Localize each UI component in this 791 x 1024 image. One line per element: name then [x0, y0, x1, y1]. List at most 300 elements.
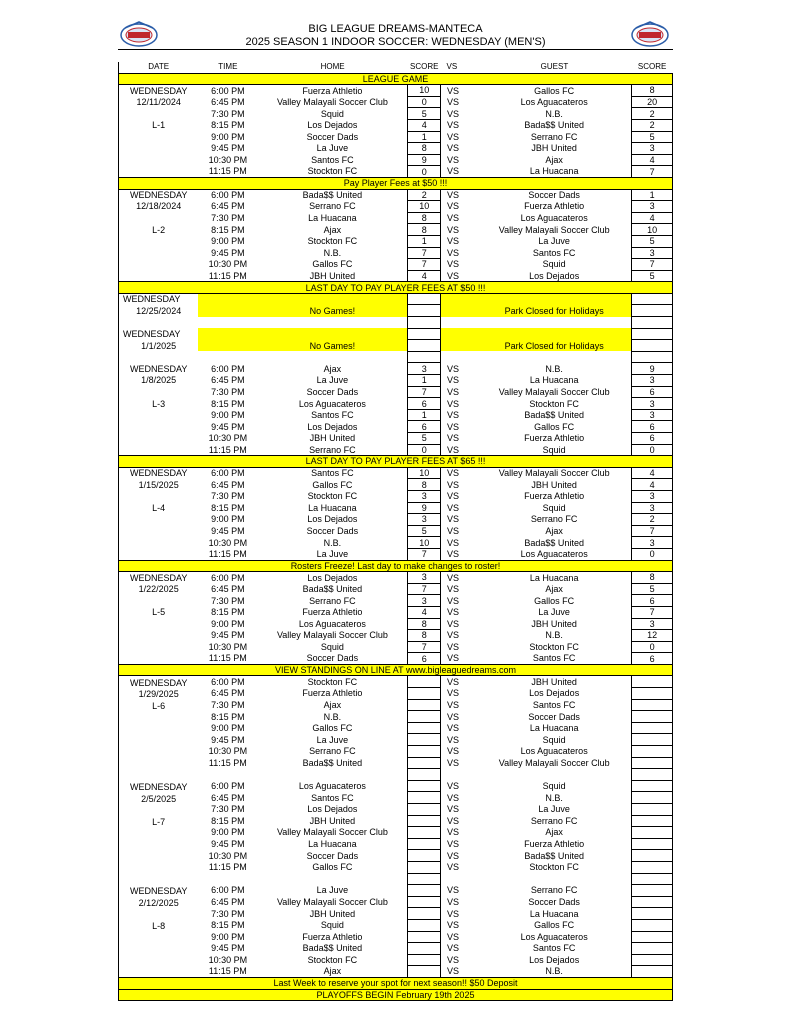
- closed-week-row: [119, 293, 673, 305]
- guest-score: 5: [632, 270, 673, 282]
- guest-score: 6: [632, 421, 673, 433]
- time-cell: 10:30 PM: [208, 746, 248, 757]
- guest-team: Santos FC: [532, 247, 576, 258]
- vs-label: VS: [446, 618, 459, 629]
- guest-score: [632, 861, 673, 873]
- home-team: Los Dejados: [307, 514, 358, 525]
- game-row: [119, 363, 673, 375]
- home-team: JBH United: [309, 815, 356, 826]
- home-team: N.B.: [323, 537, 342, 548]
- time-cell: 10:30 PM: [208, 641, 248, 652]
- date-cell: [119, 838, 199, 850]
- vs-label: VS: [446, 479, 459, 490]
- time-cell: 9:45 PM: [211, 526, 245, 537]
- guest-team: La Huacana: [529, 166, 579, 177]
- guest-score: 4: [632, 467, 673, 479]
- game-row: [119, 966, 673, 978]
- guest-score: 3: [632, 375, 673, 387]
- col-header-time: TIME: [198, 62, 257, 73]
- time-cell: 7:30 PM: [211, 386, 245, 397]
- time-cell: 7:30 PM: [211, 108, 245, 119]
- guest-score: 12: [632, 630, 673, 642]
- game-row: [119, 247, 673, 259]
- home-team: Stockton FC: [307, 491, 358, 502]
- page-subtitle: 2025 SEASON 1 INDOOR SOCCER: WEDNESDAY (MEN'S): [245, 36, 546, 48]
- home-team: Ajax: [323, 699, 342, 710]
- guest-score: 7: [632, 525, 673, 537]
- guest-team: Bada$$ United: [524, 120, 584, 131]
- home-score: [408, 722, 441, 734]
- game-row: [119, 757, 673, 769]
- notice-banner: LAST DAY TO PAY PLAYER FEES AT $50 !!!: [119, 282, 673, 294]
- home-team: Fuerza Athletio: [302, 688, 363, 699]
- guest-score: [632, 757, 673, 769]
- vs-label: VS: [446, 166, 459, 177]
- game-row: [119, 131, 673, 143]
- vs-label: VS: [446, 224, 459, 235]
- date-cell: WEDNESDAY: [119, 363, 199, 375]
- game-row: [119, 514, 673, 526]
- home-score: [408, 966, 441, 978]
- date-cell: 12/18/2024: [119, 201, 199, 213]
- guest-team: Gallos FC: [534, 85, 575, 96]
- date-cell: 1/29/2025: [119, 688, 199, 700]
- home-team: La Juve: [316, 375, 349, 386]
- date-cell: [119, 131, 199, 143]
- home-score: [408, 305, 441, 317]
- spacer-row: [119, 873, 673, 885]
- home-team: [257, 873, 408, 885]
- time-cell: 9:45 PM: [211, 839, 245, 850]
- date-cell: 2/5/2025: [119, 792, 199, 804]
- home-team: Stockton FC: [307, 166, 358, 177]
- page-title: BIG LEAGUE DREAMS-MANTECA: [308, 23, 483, 35]
- guest-team: Los Aguacateros: [520, 746, 588, 757]
- time-cell: 7:30 PM: [211, 213, 245, 224]
- guest-team: Valley Malayali Soccer Club: [498, 468, 610, 479]
- game-row: [119, 433, 673, 445]
- game-row: [119, 490, 673, 502]
- game-row: [119, 606, 673, 618]
- home-score: [408, 780, 441, 792]
- vs-label: VS: [446, 746, 459, 757]
- home-team: La Huacana: [308, 839, 357, 850]
- closed-week-row: [119, 340, 673, 352]
- col-header-date: DATE: [119, 62, 199, 73]
- date-cell: [119, 850, 199, 862]
- time-cell: 9:00 PM: [211, 618, 245, 629]
- guest-score: [632, 305, 673, 317]
- date-cell: [119, 595, 199, 607]
- notice-banner: PLAYOFFS BEGIN February 19th 2025: [119, 989, 673, 1001]
- game-row: [119, 827, 673, 839]
- game-row: [119, 386, 673, 398]
- date-cell: [119, 757, 199, 769]
- vs-label: [440, 317, 477, 329]
- game-row: [119, 85, 673, 97]
- time-cell: 8:15 PM: [211, 502, 245, 513]
- guest-score: [632, 804, 673, 816]
- date-cell: [119, 317, 199, 329]
- date-weekday: WEDNESDAY: [119, 293, 199, 305]
- time-cell: [198, 328, 257, 340]
- guest-score: 5: [632, 131, 673, 143]
- guest-score: [632, 943, 673, 955]
- game-row: [119, 537, 673, 549]
- date-cell: L-3: [119, 398, 199, 410]
- guest-score: 8: [632, 572, 673, 584]
- home-team: La Juve: [316, 885, 349, 896]
- notice-banner-row: [119, 989, 673, 1001]
- guest-score: [632, 688, 673, 700]
- date-cell: [119, 514, 199, 526]
- home-score: 3: [408, 363, 441, 375]
- date-cell: L-4: [119, 502, 199, 514]
- vs-label: VS: [446, 526, 459, 537]
- col-header-home: HOME: [257, 62, 408, 73]
- guest-score: [632, 340, 673, 352]
- home-team: Fuerza Athletio: [302, 931, 363, 942]
- time-cell: [198, 305, 257, 317]
- game-row: [119, 734, 673, 746]
- home-score: 0: [408, 444, 441, 456]
- guest-team: [477, 328, 632, 340]
- home-score: 7: [408, 386, 441, 398]
- home-team: Bada$$ United: [302, 190, 363, 201]
- date-value: 12/25/2024: [119, 305, 199, 317]
- vs-label: VS: [446, 398, 459, 409]
- guest-team: Stockton FC: [529, 641, 579, 652]
- home-score: 0: [408, 96, 441, 108]
- vs-label: VS: [446, 908, 459, 919]
- game-row: [119, 722, 673, 734]
- guest-team: Gallos FC: [534, 920, 575, 931]
- time-cell: 8:15 PM: [211, 224, 245, 235]
- home-score: [408, 792, 441, 804]
- notice-banner-row: [119, 282, 673, 294]
- time-cell: 6:45 PM: [211, 688, 245, 699]
- vs-label: VS: [446, 723, 459, 734]
- home-score: [408, 699, 441, 711]
- game-row: [119, 467, 673, 479]
- guest-score: [632, 699, 673, 711]
- game-row: [119, 908, 673, 920]
- home-score: 8: [408, 143, 441, 155]
- vs-label: [440, 328, 477, 340]
- time-cell: 6:00 PM: [211, 781, 245, 792]
- col-header-home-score: SCORE: [409, 62, 439, 72]
- notice-banner-row: [119, 977, 673, 989]
- vs-label: VS: [446, 190, 459, 201]
- time-cell: [198, 293, 257, 305]
- vs-label: VS: [446, 792, 459, 803]
- guest-team: Valley Malayali Soccer Club: [498, 224, 610, 235]
- home-team: La Huacana: [308, 502, 357, 513]
- home-score: 6: [408, 653, 441, 665]
- guest-score: 7: [632, 166, 673, 178]
- vs-label: VS: [446, 920, 459, 931]
- guest-score: 3: [632, 409, 673, 421]
- vs-label: VS: [446, 955, 459, 966]
- game-row: [119, 711, 673, 723]
- time-cell: 6:45 PM: [211, 897, 245, 908]
- date-cell: [119, 166, 199, 178]
- game-row: [119, 815, 673, 827]
- date-cell: [119, 734, 199, 746]
- guest-score: 2: [632, 108, 673, 120]
- guest-score: 4: [632, 479, 673, 491]
- home-score: 3: [408, 595, 441, 607]
- vs-label: VS: [446, 85, 459, 96]
- guest-team: Valley Malayali Soccer Club: [498, 386, 610, 397]
- guest-team: Soccer Dads: [528, 711, 580, 722]
- vs-label: VS: [446, 270, 459, 281]
- guest-team: Soccer Dads: [528, 897, 580, 908]
- home-team: La Huacana: [308, 213, 357, 224]
- vs-label: [440, 873, 477, 885]
- time-cell: 10:30 PM: [208, 155, 248, 166]
- game-row: [119, 919, 673, 931]
- time-cell: 9:45 PM: [211, 247, 245, 258]
- home-team: Los Dejados: [307, 804, 358, 815]
- home-team: Squid: [320, 108, 344, 119]
- game-row: [119, 409, 673, 421]
- game-row: [119, 189, 673, 201]
- date-cell: [119, 212, 199, 224]
- guest-score: 3: [632, 201, 673, 213]
- home-score: 3: [408, 490, 441, 502]
- guest-score: [632, 792, 673, 804]
- vs-label: VS: [446, 607, 459, 618]
- home-team: JBH United: [309, 433, 356, 444]
- time-cell: 6:00 PM: [211, 468, 245, 479]
- time-cell: 11:15 PM: [208, 548, 247, 559]
- home-score: 9: [408, 154, 441, 166]
- date-cell: 2/12/2025: [119, 896, 199, 908]
- game-row: [119, 548, 673, 560]
- home-team: La Juve: [316, 548, 349, 559]
- vs-label: VS: [446, 468, 459, 479]
- game-row: [119, 595, 673, 607]
- guest-team: Bada$$ United: [524, 850, 584, 861]
- guest-score: 9: [632, 363, 673, 375]
- game-row: [119, 201, 673, 213]
- guest-team: N.B.: [545, 363, 563, 374]
- date-cell: [119, 908, 199, 920]
- game-row: [119, 618, 673, 630]
- home-score: 2: [408, 189, 441, 201]
- time-cell: 6:45 PM: [211, 375, 245, 386]
- vs-label: VS: [446, 653, 459, 664]
- time-cell: 9:00 PM: [211, 931, 245, 942]
- home-team: Soccer Dads: [306, 386, 359, 397]
- vs-label: VS: [446, 548, 459, 559]
- home-team: Los Dejados: [307, 572, 358, 583]
- time-cell: 6:45 PM: [211, 584, 245, 595]
- time-cell: 7:30 PM: [211, 908, 245, 919]
- home-score: [408, 931, 441, 943]
- guest-team: Squid: [542, 259, 566, 270]
- home-score: [408, 804, 441, 816]
- vs-label: VS: [446, 677, 459, 688]
- guest-score: 4: [632, 154, 673, 166]
- date-cell: WEDNESDAY: [119, 885, 199, 897]
- game-row: [119, 850, 673, 862]
- guest-score: 3: [632, 143, 673, 155]
- home-score: 1: [408, 235, 441, 247]
- vs-label: [440, 340, 477, 352]
- vs-label: VS: [446, 375, 459, 386]
- guest-team: Gallos FC: [534, 595, 575, 606]
- closed-week-row: [119, 305, 673, 317]
- guest-team: Soccer Dads: [528, 190, 580, 201]
- game-row: [119, 896, 673, 908]
- home-team: Santos FC: [311, 155, 354, 166]
- guest-score: 3: [632, 537, 673, 549]
- guest-score: 3: [632, 502, 673, 514]
- guest-score: 6: [632, 386, 673, 398]
- home-score: 7: [408, 259, 441, 271]
- date-cell: WEDNESDAY: [119, 467, 199, 479]
- home-team: Gallos FC: [312, 259, 353, 270]
- home-score: 5: [408, 108, 441, 120]
- date-cell: L-8: [119, 919, 199, 931]
- vs-label: VS: [446, 363, 459, 374]
- guest-team: [477, 317, 632, 329]
- vs-label: VS: [446, 259, 459, 270]
- home-team: [257, 293, 408, 305]
- guest-team: Los Aguacateros: [520, 97, 588, 108]
- vs-label: VS: [446, 410, 459, 421]
- home-team: N.B.: [323, 247, 342, 258]
- no-games-label: No Games!: [257, 340, 408, 352]
- guest-team: Ajax: [545, 827, 563, 838]
- home-score: [408, 815, 441, 827]
- home-score: 4: [408, 606, 441, 618]
- home-team: Los Aguacateros: [298, 781, 366, 792]
- guest-team: Santos FC: [532, 943, 576, 954]
- time-cell: 6:00 PM: [211, 85, 245, 96]
- notice-banner-row: [119, 177, 673, 189]
- time-cell: 7:30 PM: [211, 595, 245, 606]
- guest-team: Los Aguacateros: [520, 213, 588, 224]
- guest-team: Ajax: [545, 526, 563, 537]
- guest-score: 1: [632, 189, 673, 201]
- home-score: 8: [408, 212, 441, 224]
- guest-team: JBH United: [531, 143, 577, 154]
- home-score: 3: [408, 572, 441, 584]
- date-weekday: WEDNESDAY: [119, 328, 199, 340]
- vs-label: VS: [446, 433, 459, 444]
- notice-banner: Rosters Freeze! Last day to make changes to roster!: [119, 560, 673, 572]
- home-score: [408, 943, 441, 955]
- time-cell: 6:00 PM: [211, 363, 245, 374]
- vs-label: VS: [446, 885, 459, 896]
- guest-score: 2: [632, 514, 673, 526]
- vs-label: VS: [446, 143, 459, 154]
- vs-label: VS: [446, 444, 459, 455]
- time-cell: 11:15 PM: [208, 444, 247, 455]
- guest-score: 8: [632, 85, 673, 97]
- guest-team: JBH United: [531, 618, 577, 629]
- home-team: Valley Malayali Soccer Club: [276, 827, 388, 838]
- guest-team: Bada$$ United: [524, 537, 584, 548]
- vs-label: VS: [446, 108, 459, 119]
- guest-team: Gallos FC: [534, 421, 575, 432]
- guest-team: La Juve: [538, 236, 570, 247]
- home-team: Los Aguacateros: [298, 618, 366, 629]
- game-row: [119, 398, 673, 410]
- home-team: N.B.: [323, 711, 342, 722]
- vs-label: VS: [446, 201, 459, 212]
- guest-score: 10: [632, 224, 673, 236]
- date-cell: [119, 351, 199, 363]
- date-cell: [119, 873, 199, 885]
- home-team: La Juve: [316, 143, 349, 154]
- vs-label: VS: [446, 839, 459, 850]
- no-games-label: No Games!: [257, 305, 408, 317]
- time-cell: 6:45 PM: [211, 792, 245, 803]
- guest-score: 6: [632, 433, 673, 445]
- time-cell: 8:15 PM: [211, 815, 245, 826]
- guest-team: Los Dejados: [529, 270, 580, 281]
- guest-score: 5: [632, 583, 673, 595]
- home-team: Stockton FC: [307, 677, 358, 688]
- vs-label: VS: [446, 931, 459, 942]
- guest-team: Squid: [542, 444, 566, 455]
- vs-label: VS: [446, 688, 459, 699]
- date-cell: [119, 421, 199, 433]
- park-closed-label: Park Closed for Holidays: [477, 305, 632, 317]
- vs-label: VS: [446, 734, 459, 745]
- date-cell: [119, 270, 199, 282]
- home-team: [257, 328, 408, 340]
- time-cell: 8:15 PM: [211, 120, 245, 131]
- game-row: [119, 641, 673, 653]
- time-cell: 9:00 PM: [211, 131, 245, 142]
- date-cell: [119, 618, 199, 630]
- home-score: [408, 688, 441, 700]
- time-cell: 9:00 PM: [211, 236, 245, 247]
- home-team: Soccer Dads: [306, 526, 359, 537]
- game-row: [119, 804, 673, 816]
- time-cell: 7:30 PM: [211, 804, 245, 815]
- guest-score: 3: [632, 398, 673, 410]
- time-cell: 11:15 PM: [208, 653, 247, 664]
- guest-score: [632, 815, 673, 827]
- time-cell: 11:15 PM: [208, 862, 247, 873]
- home-team: Soccer Dads: [306, 850, 359, 861]
- home-team: Squid: [320, 641, 344, 652]
- vs-label: [440, 293, 477, 305]
- home-team: Ajax: [323, 966, 342, 977]
- guest-score: 3: [632, 490, 673, 502]
- home-score: 4: [408, 119, 441, 131]
- guest-team: Serrano FC: [530, 514, 578, 525]
- vs-label: VS: [446, 711, 459, 722]
- guest-team: Los Aguacateros: [520, 931, 588, 942]
- guest-team: Santos FC: [532, 653, 576, 664]
- home-score: 5: [408, 433, 441, 445]
- game-row: [119, 630, 673, 642]
- home-team: Stockton FC: [307, 236, 358, 247]
- game-row: [119, 108, 673, 120]
- home-team: [257, 317, 408, 329]
- table-header-row: [119, 62, 673, 73]
- home-team: Bada$$ United: [302, 943, 363, 954]
- home-team: Squid: [320, 920, 344, 931]
- notice-banner-row: [119, 560, 673, 572]
